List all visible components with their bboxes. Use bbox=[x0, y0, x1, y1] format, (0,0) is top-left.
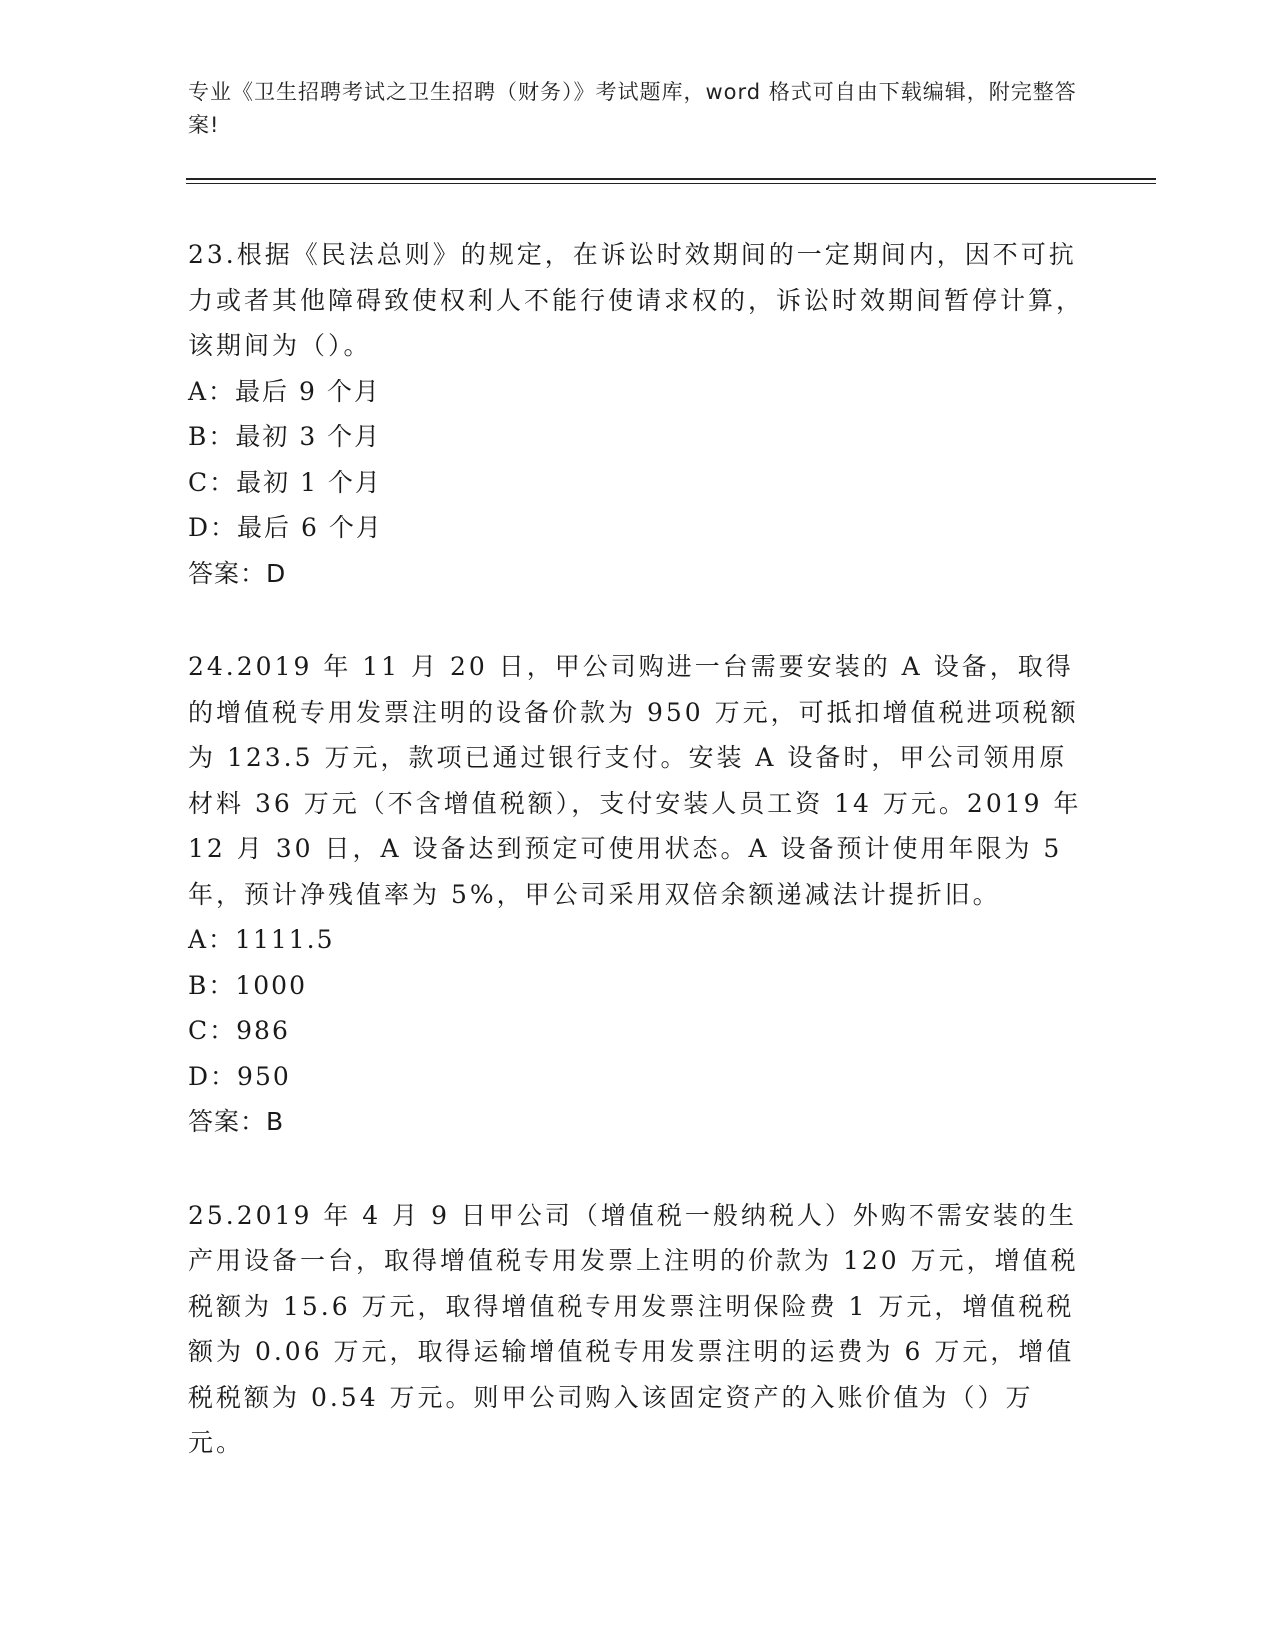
answer-label: 答案：B bbox=[188, 1107, 285, 1136]
question-text: 24.2019 年 11 月 20 日，甲公司购进一台需要安装的 A 设备，取得的增值税专用发票注明的设备价款为 950 万元，可抵扣增值税进项税额为 123.5 万元，款项已通过银行支付。安装 A 设备时，甲公司领用原材料 36 万元（不含增值税额），支付安装人员工资 14 万元。2019 年 12 月 30 日，A 设备达到预定可使用状态。A 设备预计使用年限为 5 年，预计净残值率为 5%，甲公司采用双倍余额递减法计提折旧。 bbox=[188, 652, 1082, 909]
question-23 bbox=[188, 232, 1088, 596]
question-text: 23.根据《民法总则》的规定，在诉讼时效期间的一定期间内，因不可抗力或者其他障碍致使权利人不能行使请求权的，诉讼时效期间暂停计算，该期间为（）。 bbox=[188, 240, 1085, 360]
answer-label: 答案：D bbox=[188, 558, 287, 588]
question-24 bbox=[188, 644, 1088, 1145]
question-25 bbox=[188, 1193, 1088, 1466]
page-header: 专业《卫生招聘考试之卫生招聘（财务）》考试题库，word 格式可自由下载编辑，附完整答案! bbox=[188, 80, 1077, 137]
header-divider bbox=[186, 178, 1156, 180]
option-d: D：最后 6 个月 bbox=[188, 513, 383, 542]
header-divider-thin bbox=[186, 183, 1156, 184]
question-list bbox=[188, 232, 1088, 1514]
question-text: 25.2019 年 4 月 9 日甲公司（增值税一般纳税人）外购不需安装的生产用设备一台，取得增值税专用发票上注明的价款为 120 万元，增值税税额为 15.6 万元，取得增值税专用发票注明保险费 1 万元，增值税税额为 0.06 万元，取得运输增值税专用发票注明的运费为 6 万元，增值税税额为 0.54 万元。则甲公司购入该固定资产的入账价值为（）万元。 bbox=[188, 1200, 1079, 1457]
option-a: A：最后 9 个月 bbox=[188, 376, 381, 406]
option-b: B：1000 bbox=[188, 970, 307, 1000]
option-c: C：986 bbox=[188, 1016, 290, 1045]
option-c: C：最初 1 个月 bbox=[188, 467, 382, 497]
option-a: A：1111.5 bbox=[188, 925, 335, 954]
option-b: B：最初 3 个月 bbox=[188, 422, 382, 451]
option-d: D：950 bbox=[188, 1061, 291, 1091]
